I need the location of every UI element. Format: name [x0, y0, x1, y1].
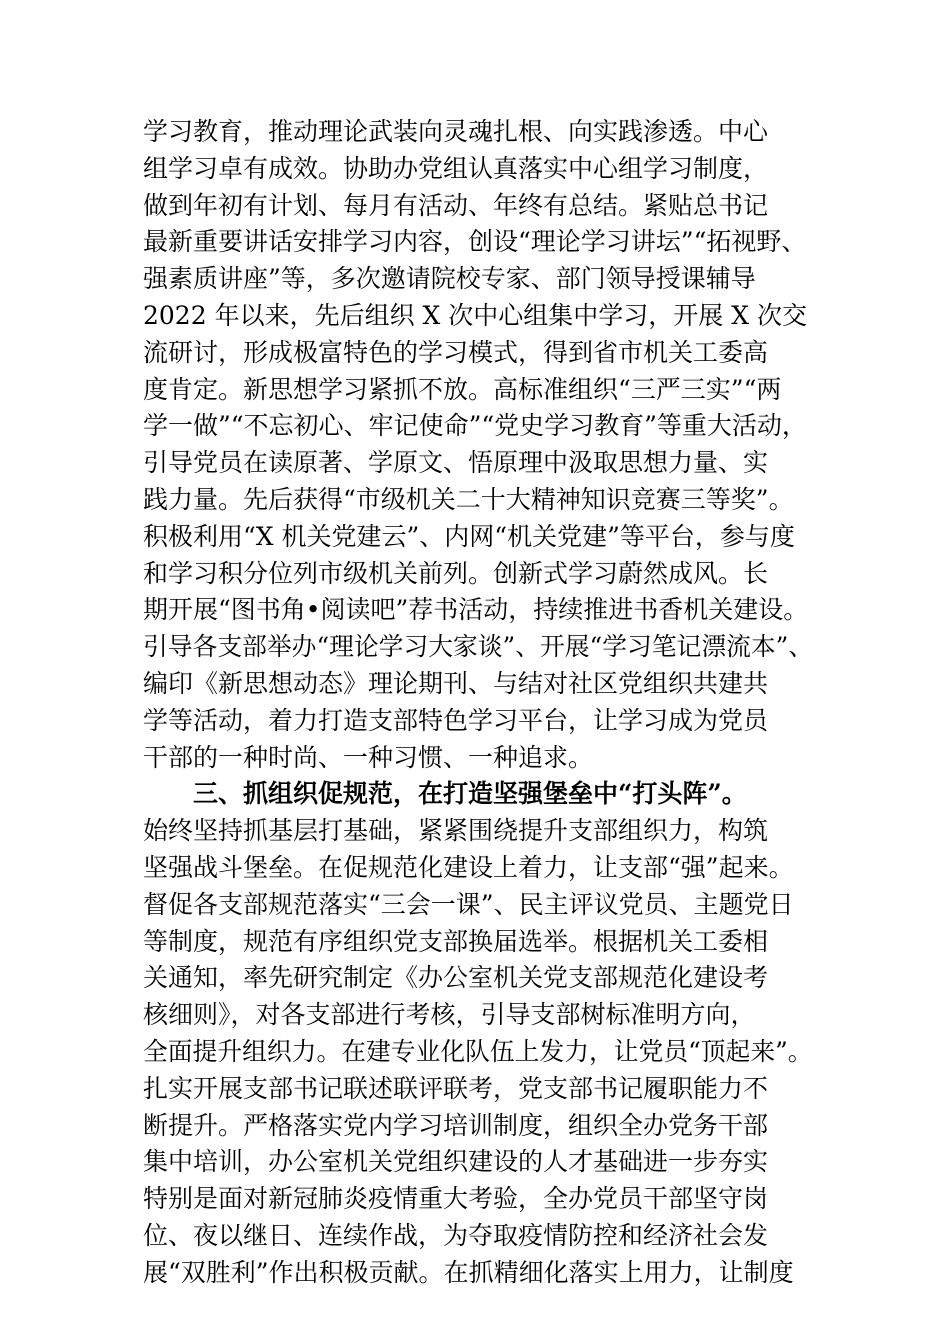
paragraph-line: 度肯定。新思想学习紧抓不放。高标准组织“三严三实”“两 — [143, 374, 782, 404]
paragraph-line: 关通知，率先研究制定《办公室机关党支部规范化建设考 — [143, 963, 769, 993]
paragraph-line: 做到年初有计划、每月有活动、年终有总结。紧贴总书记 — [143, 190, 769, 220]
paragraph-line: 展“双胜利”作出积极贡献。在抓精细化落实上用力，让制度 — [143, 1257, 794, 1287]
paragraph-line: 编印《新思想动态》理论期刊、与结对社区党组织共建共 — [143, 668, 769, 698]
paragraph-line: 积极利用“X 机关党建云”、内网“机关党建”等平台，参与度 — [143, 521, 795, 551]
paragraph-line: 践力量。先后获得“市级机关二十大精神知识竞赛三等奖”。 — [143, 484, 794, 514]
paragraph-line: 始终坚持抓基层打基础，紧紧围绕提升支部组织力，构筑 — [143, 816, 769, 846]
paragraph-line: 期开展“图书角•阅读吧”荐书活动，持续推进书香机关建设。 — [143, 595, 809, 625]
paragraph-line: 引导各支部举办“理论学习大家谈”、开展“学习笔记漂流本”、 — [143, 632, 814, 662]
document-body-text — [143, 114, 813, 1292]
paragraph-line: 扎实开展支部书记联述联评联考，党支部书记履职能力不 — [143, 1073, 769, 1103]
paragraph-line: 学一做”“不忘初心、牢记使命”“党史学习教育”等重大活动， — [143, 411, 807, 441]
section-heading-line: 三、抓组织促规范，在打造坚强堡垒中“打头阵”。 — [143, 779, 747, 809]
paragraph-line: 等制度，规范有序组织党支部换届选举。根据机关工委相 — [143, 926, 769, 956]
paragraph-line: 强素质讲座”等，多次邀请院校专家、部门领导授课辅导 — [143, 264, 756, 294]
paragraph-line: 和学习积分位列市级机关前列。创新式学习蔚然成风。长 — [143, 558, 769, 588]
paragraph-line: 最新重要讲话安排学习内容，创设“理论学习讲坛”“拓视野、 — [143, 227, 807, 257]
paragraph-line: 干部的一种时尚、一种习惯、一种追求。 — [143, 742, 594, 772]
paragraph-line: 全面提升组织力。在建专业化队伍上发力，让党员“顶起来”。 — [143, 1036, 813, 1066]
paragraph-line: 流研讨，形成极富特色的学习模式，得到省市机关工委高 — [143, 337, 769, 367]
paragraph-line: 学等活动，着力打造支部特色学习平台，让学习成为党员 — [143, 705, 769, 735]
paragraph-line: 2022 年以来，先后组织 X 次中心组集中学习，开展 X 次交 — [143, 300, 807, 330]
paragraph-line: 集中培训，办公室机关党组织建设的人才基础进一步夯实 — [143, 1147, 769, 1177]
paragraph-line: 引导党员在读原著、学原文、悟原理中汲取思想力量、实 — [143, 448, 769, 478]
paragraph-line: 位、夜以继日、连续作战，为夺取疫情防控和经济社会发 — [143, 1220, 769, 1250]
paragraph-line: 断提升。严格落实党内学习培训制度，组织全办党务干部 — [143, 1110, 769, 1140]
paragraph-line: 学习教育，推动理论武装向灵魂扎根、向实践渗透。中心 — [143, 117, 769, 146]
paragraph-line: 坚强战斗堡垒。在促规范化建设上着力，让支部“强”起来。 — [143, 852, 794, 882]
paragraph-line: 组学习卓有成效。协助办党组认真落实中心组学习制度， — [143, 153, 769, 183]
paragraph-line: 督促各支部规范落实“三会一课”、民主评议党员、主题党日 — [143, 889, 794, 919]
paragraph-line: 特别是面对新冠肺炎疫情重大考验，全办党员干部坚守岗 — [143, 1184, 769, 1214]
paragraph-line: 核细则》，对各支部进行考核，引导支部树标准明方向， — [143, 1000, 756, 1030]
